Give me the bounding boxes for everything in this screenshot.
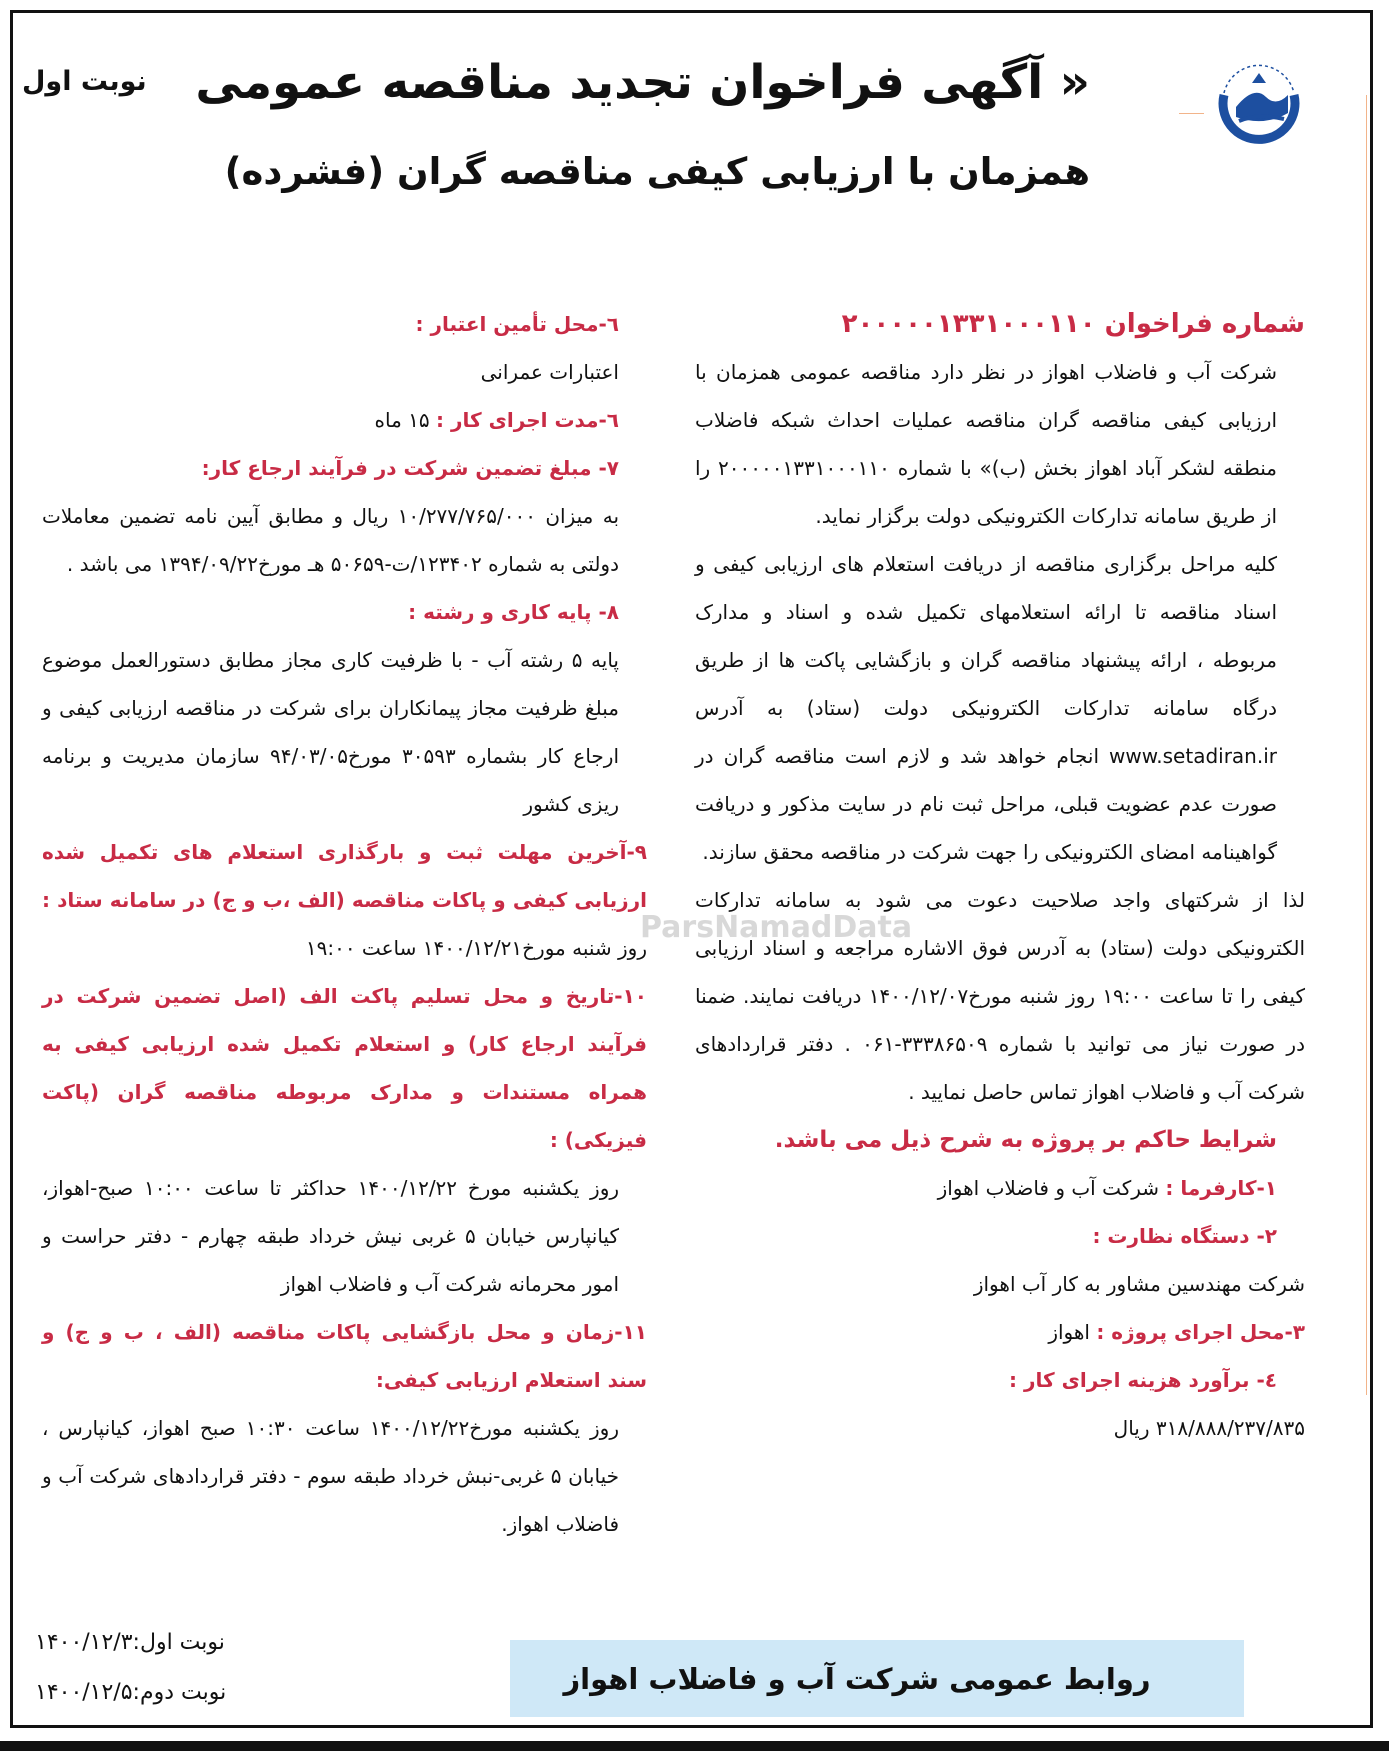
item-supervision-value: شرکت مهندسین مشاور به کار آب اهواز [973,1272,1305,1296]
item-guarantee-value: به میزان ۱۰/۲۷۷/۷۶۵/۰۰۰ ریال و مطابق آیین نامه تضمین معاملات دولتی به شماره ۱۲۳۴۰۲/ت-۵۰۶۵۹ هـ مورخ۱۳۹۴/۰۹/۲۲ می باشد . [42,504,620,576]
item-label: ۳-محل اجرای پروژه : [1096,1320,1305,1344]
bottom-rule [0,1741,1389,1751]
decorative-line [1366,95,1367,1395]
water-company-logo [1184,35,1334,165]
process-paragraph: کلیه مراحل برگزاری مناقصه از دریافت استعلام های ارزیابی کیفی و اسناد مناقصه تا ارائه استعلامهای تکمیل شده و اسناد و مدارک مربوطه ، ارائه پیشنهاد مناقصه گران و بازگشایی پاکت ها از طریق درگاه سامانه تدارکات الکترونیکی دولت (ستاد) به آدرس www.setadiran.ir انجام خواهد شد و لازم است مناقصه گران در صورت عدم عضویت قبلی، مراحل ثبت نام در سایت مذکور و دریافت گواهینامه امضای الکترونیکی را جهت شرکت در مناقصه محقق سازند. [695,552,1277,864]
publisher-banner [510,1640,1244,1717]
item-estimate-label: ٤- برآورد هزینه اجرای کار : [1008,1368,1277,1392]
item-grade-value: پایه ۵ رشته آب - با ظرفیت کاری مجاز مطابق دستورالعمل موضوع مبلغ ظرفیت مجاز پیمانکاران برای شرکت در مناقصه ارزیابی کیفی و ارجاع کار بشماره ۳۰۵۹۳ مورخ۹۴/۰۳/۰۵ سازمان مدیریت و برنامه ریزی کشور [42,648,620,816]
item-label: ۹-آخرین مهلت ثبت و بارگذاری استعلام های تکمیل شده ارزیابی کیفی و پاکات مناقصه (الف ،ب و ج) در سامانه ستاد : [42,840,647,912]
item-location [695,1308,1305,1356]
item-value: شرکت آب و فاضلاب اهواز [937,1176,1166,1200]
right-column [695,300,1305,1452]
intro-paragraph: شرکت آب و فاضلاب اهواز در نظر دارد مناقصه عمومی همزمان با ارزیابی کیفی مناقصه گران مناقصه عملیات احداث شبکه فاضلاب منطقه لشکر آباد اهواز بخش (ب)» با شماره ۲۰۰۰۰۰۱۳۳۱۰۰۰۱۱۰ را از طریق سامانه تدارکات الکترونیکی دولت برگزار نماید. [695,360,1278,528]
item-employer [695,1164,1305,1212]
invitation-paragraph: لذا از شرکتهای واجد صلاحیت دعوت می شود به سامانه تدارکات الکترونیکی دولت (ستاد) به آدرس فوق الاشاره مراجعه و اسناد ارزیابی کیفی را تا ساعت ۱۹:۰۰ روز شنبه مورخ۱۴۰۰/۱۲/۰۷ دریافت نمایند. ضمنا در صورت نیاز می توانید با شماره ۳۳۳۸۶۵۰۹-۰۶۱ . دفتر قراردادهای شرکت آب و فاضلاب اهواز تماس حاصل نمایید . [695,888,1305,1104]
item-value: اهواز [1048,1320,1097,1344]
left-column [42,300,647,1548]
publisher-name: روابط عمومی شرکت آب و فاضلاب اهواز [563,1661,1151,1696]
publication-round-label: نوبت اول [22,66,147,97]
page-title: « آگهی فراخوان تجدید مناقصه عمومی [195,55,1090,110]
page-subtitle: همزمان با ارزیابی کیفی مناقصه گران (فشرده) [224,150,1090,193]
watermark: ParsNamadData [640,910,913,945]
first-publication-date: نوبت اول:۱۴۰۰/۱۲/۳ [35,1630,225,1655]
item-funding-value: اعتبارات عمرانی [480,360,619,384]
item-grade-label: ۸- پایه کاری و رشته : [408,600,619,624]
second-publication-date: نوبت دوم:۱۴۰۰/۱۲/۵ [35,1680,227,1705]
item-value: روز شنبه مورخ۱۴۰۰/۱۲/۲۱ ساعت ۱۹:۰۰ [305,936,647,960]
item-estimate-value: ۳۱۸/۸۸۸/۲۳۷/۸۳۵ ریال [1113,1416,1305,1440]
item-value: ۱۵ ماه [374,408,436,432]
item-label: ٦-مدت اجرای کار : [436,408,619,432]
item-delivery-value: روز یکشنبه مورخ ۱۴۰۰/۱۲/۲۲ حداکثر تا ساعت ۱۰:۰۰ صبح-اهواز، کیانپارس خیابان ۵ غربی نیش خرداد طبقه چهارم - دفتر حراست و امور محرمانه شرکت آب و فاضلاب اهواز [42,1176,620,1296]
item-funding-label: ٦-محل تأمین اعتبار : [415,312,619,336]
item-duration [42,396,647,444]
item-guarantee-label: ۷- مبلغ تضمین شرکت در فرآیند ارجاع کار: [201,456,619,480]
item-opening-value: روز یکشنبه مورخ۱۴۰۰/۱۲/۲۲ ساعت ۱۰:۳۰ صبح اهواز، کیانپارس ، خیابان ۵ غربی-نبش خرداد طبقه سوم - دفتر قراردادهای شرکت آب و فاضلاب اهواز. [42,1416,619,1536]
conditions-heading: شرایط حاکم بر پروژه به شرح ذیل می باشد. [774,1127,1277,1153]
item-label: ۱-کارفرما : [1165,1176,1277,1200]
item-deadline [42,828,647,972]
item-delivery-label: ۱۰-تاریخ و محل تسلیم پاکت الف (اصل تضمین شرکت در فرآیند ارجاع کار) و استعلام تکمیل شده ارزیابی کیفی به همراه مستندات و مدارک مربوطه مناقصه گران (پاکت فیزیکی) : [42,984,647,1152]
tender-number: شماره فراخوان ۲۰۰۰۰۰۱۳۳۱۰۰۰۱۱۰ [841,309,1305,339]
item-supervision-label: ۲- دستگاه نظارت : [1092,1224,1277,1248]
item-opening-label: ۱۱-زمان و محل بازگشایی پاکات مناقصه (الف ، ب و ج) و سند استعلام ارزیابی کیفی: [42,1320,647,1392]
